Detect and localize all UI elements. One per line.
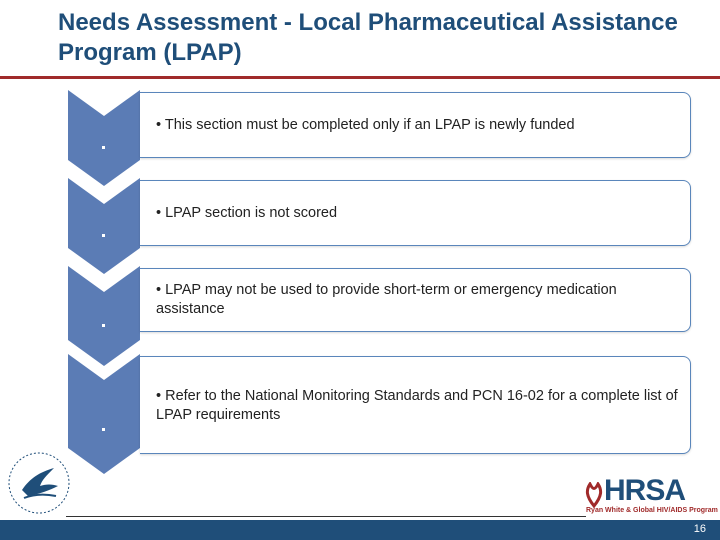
hrsa-logo-subtitle: Ryan White & Global HIV/AIDS Program [586,507,718,514]
step-text-2: • LPAP section is not scored [156,205,338,221]
step-box-3 [140,268,691,332]
hhs-seal-logo [6,450,72,516]
footer-divider [66,516,586,517]
footer-bar [0,520,720,540]
hrsa-logo-text: HRSA [604,474,686,507]
step-box-1 [140,92,691,158]
slide-title: Needs Assessment - Local Pharmaceutical Assistance Program (LPAP) [58,9,678,66]
title-divider [0,76,720,79]
step-text-4: • Refer to the National Monitoring Standards and PCN 16-02 for a complete list of LPAP requirements [156,388,678,423]
chevron-1 [68,90,140,186]
chevron-3 [68,266,140,366]
step-text-3: • LPAP may not be used to provide short-term or emergency medication assistance [156,282,617,317]
chevron-2 [68,178,140,274]
page-number: 16 [693,523,706,535]
step-box-4 [140,356,691,454]
step-box-2 [140,180,691,246]
chevron-4 [68,354,140,474]
hrsa-logo [578,474,718,520]
step-text-1: • This section must be completed only if an LPAP is newly funded [156,117,575,133]
